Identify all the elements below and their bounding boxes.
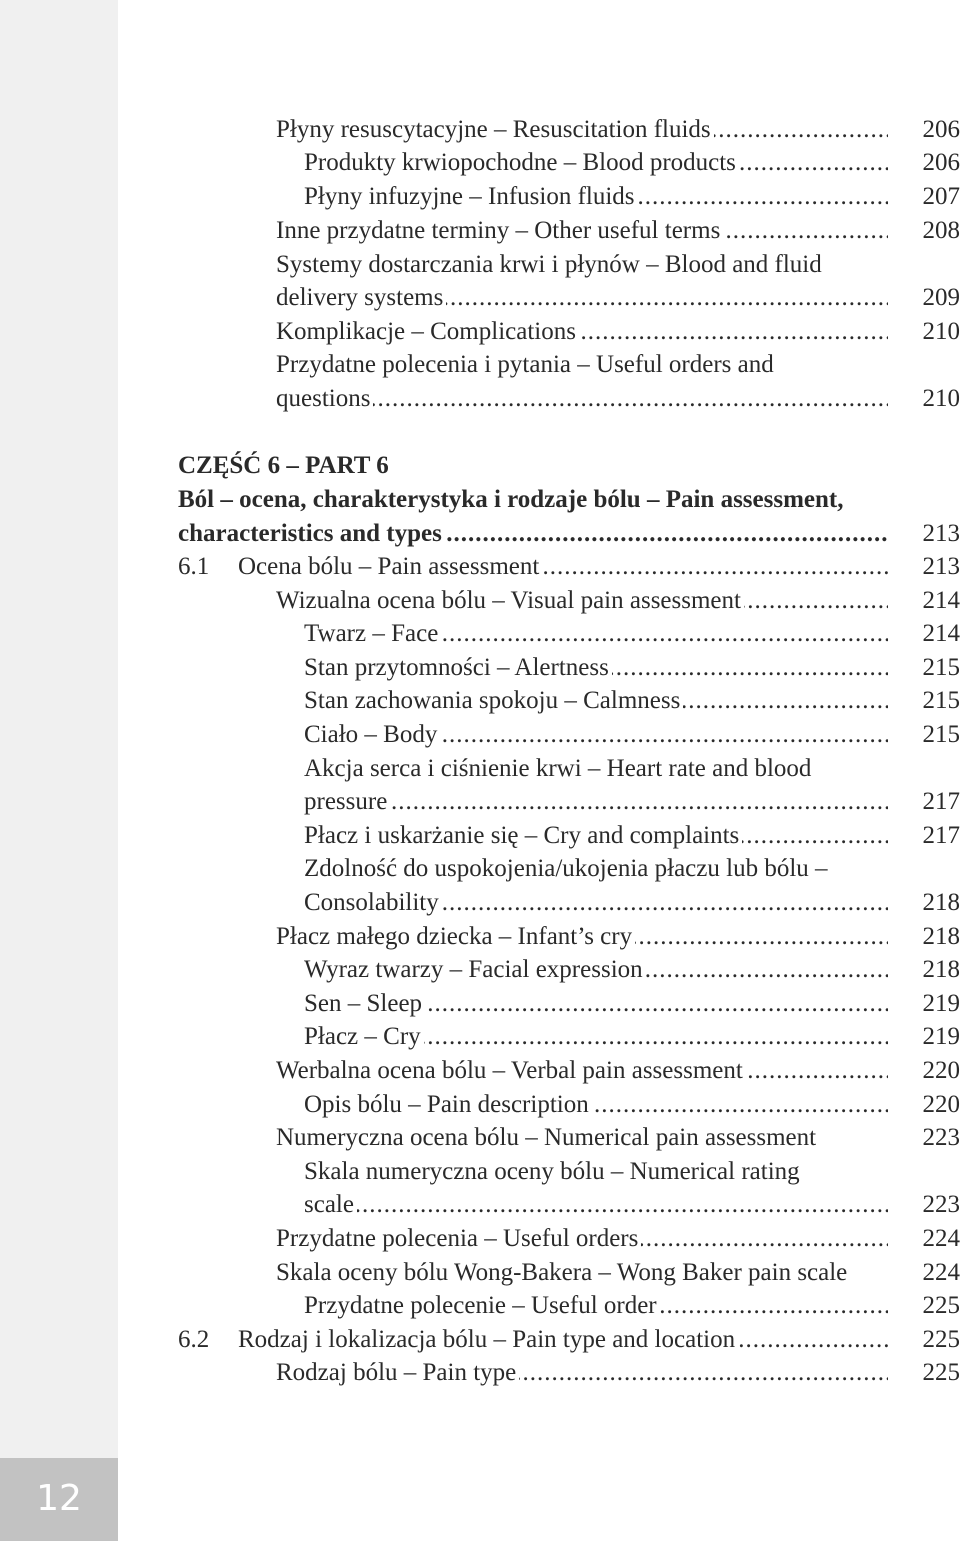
part-title-continued: characteristics and types ..... bbox=[178, 517, 888, 551]
toc-entry: scale ..... bbox=[304, 1188, 888, 1222]
toc-page-number: 225 bbox=[922, 1292, 960, 1319]
toc-entry: Płyny resuscytacyjne – Resuscitation fluids ..... bbox=[276, 113, 888, 147]
toc-entry: Skala oceny bólu Wong-Bakera – Wong Baker pain scale bbox=[276, 1256, 850, 1290]
toc-entry: Opis bólu – Pain description ..... bbox=[304, 1088, 888, 1122]
section-number: 6.2 bbox=[178, 1326, 210, 1353]
toc-entry: Płyny infuzyjne – Infusion fluids ..... bbox=[304, 180, 888, 214]
toc-entry: pressure ..... bbox=[304, 785, 888, 819]
toc-page-number: 220 bbox=[922, 1057, 960, 1084]
toc-entry: Consolability ..... bbox=[304, 886, 888, 920]
toc-entry: Inne przydatne terminy – Other useful terms ..... bbox=[276, 214, 888, 248]
toc-entry: Numeryczna ocena bólu – Numerical pain assessment bbox=[276, 1121, 819, 1155]
toc-page-number: 217 bbox=[922, 788, 960, 815]
part-title: Ból – ocena, charakterystyka i rodzaje bólu – Pain assessment, bbox=[178, 483, 847, 517]
toc-page-number: 213 bbox=[922, 553, 960, 580]
toc-entry: Przydatne polecenie – Useful order ..... bbox=[304, 1289, 888, 1323]
toc-entry: Stan zachowania spokoju – Calmness ..... bbox=[304, 684, 888, 718]
toc-entry: Akcja serca i ciśnienie krwi – Heart rate and blood bbox=[304, 752, 814, 786]
toc-page-number: 210 bbox=[922, 318, 960, 345]
toc-entry: Przydatne polecenia – Useful orders ..... bbox=[276, 1222, 888, 1256]
toc-entry: Twarz – Face ..... bbox=[304, 617, 888, 651]
toc-page-number: 219 bbox=[922, 990, 960, 1017]
left-margin-band bbox=[0, 0, 118, 1541]
toc-page-number: 218 bbox=[922, 956, 960, 983]
toc-page-number: 218 bbox=[922, 923, 960, 950]
toc-entry: Stan przytomności – Alertness ..... bbox=[304, 651, 888, 685]
toc-entry: Sen – Sleep ..... bbox=[304, 987, 888, 1021]
toc-entry: Przydatne polecenia i pytania – Useful orders and bbox=[276, 348, 777, 382]
toc-page-number: 209 bbox=[922, 284, 960, 311]
toc-entry: Rodzaj i lokalizacja bólu – Pain type and location ..... bbox=[238, 1323, 888, 1357]
toc-page-number: 214 bbox=[922, 620, 960, 647]
toc-entry: Zdolność do uspokojenia/ukojenia płaczu lub bólu – bbox=[304, 852, 831, 886]
toc-entry: Werbalna ocena bólu – Verbal pain assessment ..... bbox=[276, 1054, 888, 1088]
toc-entry: Rodzaj bólu – Pain type ..... bbox=[276, 1356, 888, 1390]
toc-page-number: 208 bbox=[922, 217, 960, 244]
toc-entry: Ciało – Body ..... bbox=[304, 718, 888, 752]
toc-page-number: 219 bbox=[922, 1023, 960, 1050]
toc-page-number: 206 bbox=[922, 149, 960, 176]
toc-page-number: 215 bbox=[922, 687, 960, 714]
toc-page-number: 214 bbox=[922, 587, 960, 614]
toc-page-number: 213 bbox=[922, 520, 960, 547]
toc-page-number: 223 bbox=[922, 1191, 960, 1218]
toc-entry: Płacz małego dziecka – Infant’s cry ..... bbox=[276, 920, 888, 954]
toc-entry: Wyraz twarzy – Facial expression ..... bbox=[304, 953, 888, 987]
toc-entry: Płacz – Cry ..... bbox=[304, 1020, 888, 1054]
toc-entry: Produkty krwiopochodne – Blood products ..... bbox=[304, 146, 888, 180]
toc-entry: Skala numeryczna oceny bólu – Numerical rating bbox=[304, 1155, 803, 1189]
toc-page-number: 215 bbox=[922, 721, 960, 748]
toc-page-number: 225 bbox=[922, 1326, 960, 1353]
toc-page-number: 217 bbox=[922, 822, 960, 849]
toc-page-number: 218 bbox=[922, 889, 960, 916]
section-number: 6.1 bbox=[178, 553, 210, 580]
toc-page-number: 223 bbox=[922, 1124, 960, 1151]
toc-entry: Płacz i uskarżanie się – Cry and complaints ..... bbox=[304, 819, 888, 853]
part-heading: CZĘŚĆ 6 – PART 6 bbox=[178, 449, 392, 483]
toc-entry: delivery systems ..... bbox=[276, 281, 888, 315]
toc-entry: Wizualna ocena bólu – Visual pain assessment ..... bbox=[276, 584, 888, 618]
toc-entry: Komplikacje – Complications ..... bbox=[276, 315, 888, 349]
toc-entry: Systemy dostarczania krwi i płynów – Blood and fluid bbox=[276, 248, 825, 282]
toc-page-number: 215 bbox=[922, 654, 960, 681]
toc-page-number: 224 bbox=[922, 1259, 960, 1286]
toc-page-number: 207 bbox=[922, 183, 960, 210]
toc-page-number: 206 bbox=[922, 116, 960, 143]
toc-page-number: 220 bbox=[922, 1091, 960, 1118]
toc-page-number: 225 bbox=[922, 1359, 960, 1386]
toc-page-number: 210 bbox=[922, 385, 960, 412]
toc-entry: Ocena bólu – Pain assessment ..... bbox=[238, 550, 888, 584]
toc-entry: questions ..... bbox=[276, 382, 888, 416]
toc-page-number: 224 bbox=[922, 1225, 960, 1252]
page-number: 12 bbox=[36, 1478, 82, 1519]
